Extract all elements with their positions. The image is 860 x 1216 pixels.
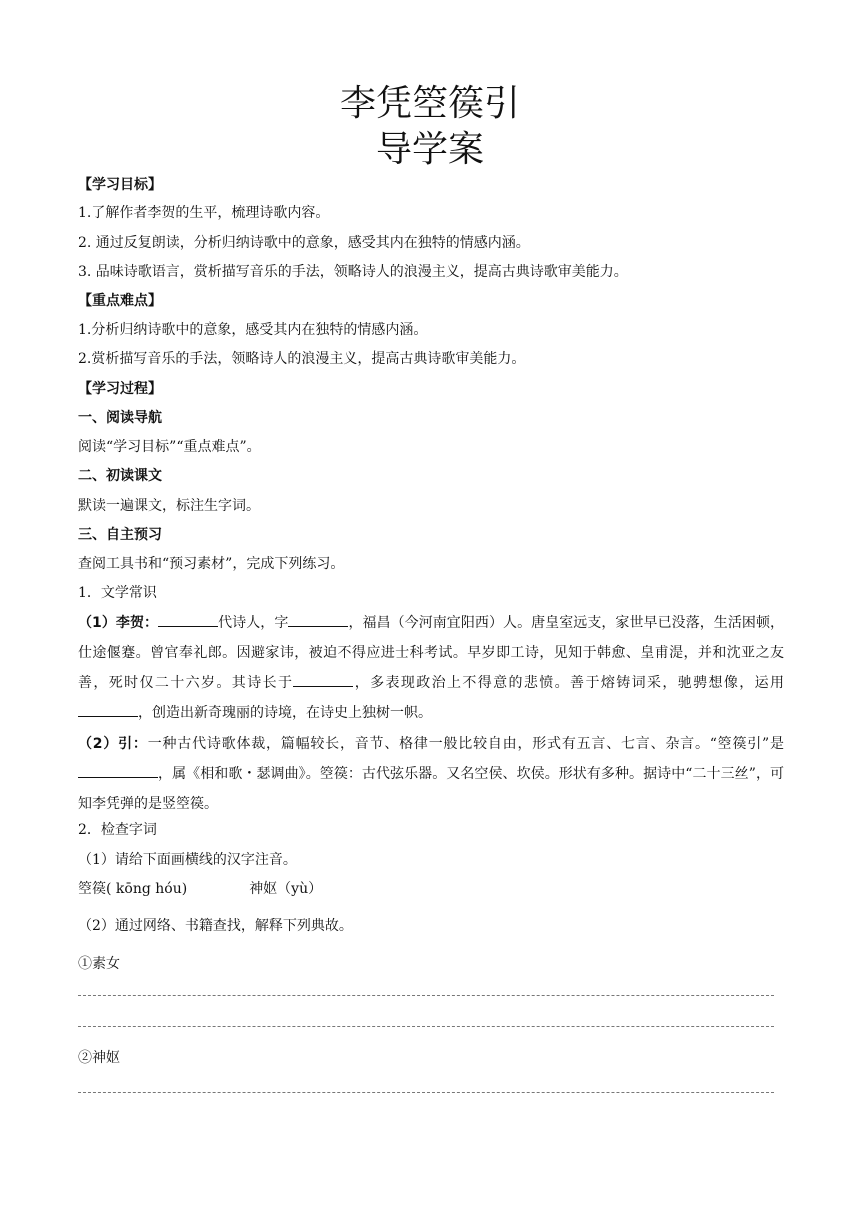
pinyin-konghou: 箜篌( kōng hóu) bbox=[78, 881, 188, 897]
li-he-label: （1）李贺： bbox=[78, 615, 159, 631]
keypoints-heading: 【重点难点】 bbox=[78, 293, 162, 309]
answer-line[interactable] bbox=[78, 1092, 774, 1093]
section-preview-text: 查阅工具书和“预习素材”，完成下列练习。 bbox=[78, 556, 345, 572]
document-title: 李凭箜篌引 bbox=[339, 83, 520, 124]
literature-paragraph-li-he bbox=[78, 608, 784, 728]
blank-technique[interactable] bbox=[78, 702, 138, 717]
li-he-text-b: ，福昌（今河南宜阳西）人。唐皇室远支，家世早已没落，生活困顿，仕途偃蹇。曾官奉礼郎。因避家讳，被迫不得应进士科考试。早岁即工诗，见知于韩愈、皇甫湜，并和沈亚之友善，死时仅二十六岁。其诗长于 bbox=[78, 615, 785, 691]
document-subtitle: 导学案 bbox=[375, 129, 484, 170]
literature-paragraph-yin bbox=[78, 729, 784, 819]
keypoint-item-2: 2.赏析描写音乐的手法，领略诗人的浪漫主义，提高古典诗歌审美能力。 bbox=[78, 351, 526, 367]
words-question-1: （1）请给下面画横线的汉字注音。 bbox=[78, 852, 297, 868]
blank-yin-type[interactable] bbox=[78, 763, 158, 778]
answer-line[interactable] bbox=[78, 995, 774, 996]
literature-heading: 1．文学常识 bbox=[78, 585, 157, 601]
blank-dynasty[interactable] bbox=[158, 612, 218, 627]
li-he-text-a: 代诗人，字 bbox=[218, 615, 289, 631]
yin-label: （2）引： bbox=[78, 736, 148, 752]
pinyin-row bbox=[78, 879, 784, 899]
yin-text-a: 一种古代诗歌体裁，篇幅较长，音节、格律一般比较自由，形式有五言、七言、杂言。“箜篌引”是 bbox=[147, 736, 785, 752]
goals-heading: 【学习目标】 bbox=[78, 177, 162, 193]
words-question-2: （2）通过网络、书籍查找，解释下列典故。 bbox=[78, 918, 353, 934]
goal-item-3: 3. 品味诗歌语言，赏析描写音乐的手法，领略诗人的浪漫主义，提高古典诗歌审美能力。 bbox=[78, 264, 628, 280]
section-first-reading-heading: 二、初读课文 bbox=[78, 468, 162, 484]
allusion-item-shenyu: ②神妪 bbox=[78, 1050, 120, 1066]
keypoint-item-1: 1.分析归纳诗歌中的意象，感受其内在独特的情感内涵。 bbox=[78, 322, 428, 338]
goal-item-2: 2. 通过反复朗读，分析归纳诗歌中的意象，感受其内在独特的情感内涵。 bbox=[78, 235, 530, 251]
section-first-reading-text: 默读一遍课文，标注生字词。 bbox=[78, 498, 260, 514]
allusion-item-suniu: ①素女 bbox=[78, 956, 120, 972]
answer-line[interactable] bbox=[78, 1026, 774, 1027]
li-he-text-d: ，创造出新奇瑰丽的诗境，在诗史上独树一帜。 bbox=[138, 705, 432, 721]
words-heading: 2．检查字词 bbox=[78, 822, 157, 838]
pinyin-shenyu: 神妪（yù） bbox=[249, 881, 323, 897]
blank-poetry-style[interactable] bbox=[293, 672, 353, 687]
section-reading-guide-text: 阅读“学习目标”“重点难点”。 bbox=[78, 439, 261, 455]
section-reading-guide-heading: 一、阅读导航 bbox=[78, 410, 162, 426]
section-preview-heading: 三、自主预习 bbox=[78, 527, 162, 543]
li-he-text-c: ，多表现政治上不得意的悲愤。善于熔铸词采，驰骋想像，运用 bbox=[353, 675, 785, 691]
process-heading: 【学习过程】 bbox=[78, 381, 162, 397]
blank-courtesy-name[interactable] bbox=[288, 612, 348, 627]
yin-text-b: ，属《相和歌・瑟调曲》。箜篌：古代弦乐器。又名空侯、坎侯。形状有多种。据诗中“二十三丝”，可知李凭弹的是竖箜篌。 bbox=[78, 766, 784, 812]
goal-item-1: 1.了解作者李贺的生平，梳理诗歌内容。 bbox=[78, 205, 330, 221]
